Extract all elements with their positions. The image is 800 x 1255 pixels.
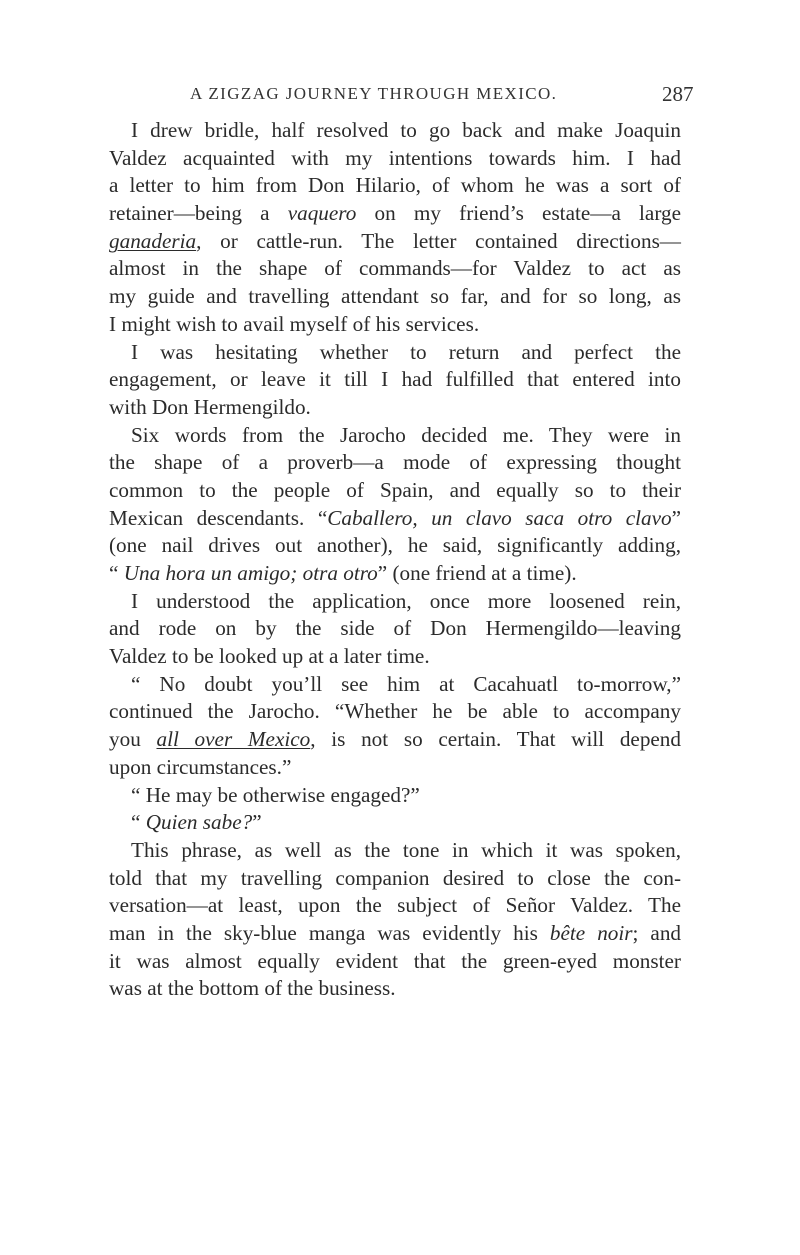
paragraph — [109, 671, 681, 782]
italic-quote: Caballero, un clavo saca otro clavo — [327, 505, 672, 530]
text-line: a letter to him from Don Hilario, of whom he was a sort of — [109, 173, 681, 198]
text-line: I might wish to avail myself of his services. — [109, 311, 480, 336]
text-line: and rode on by the side of Don Hermengildo—leaving — [109, 616, 681, 641]
paragraph — [109, 782, 681, 810]
text-line: Mexican descendants. “Caballero, un clavo saca otro clavo” — [109, 505, 681, 530]
page-number: 287 — [662, 82, 694, 106]
italic-quote: Una hora un amigo; otra otro — [123, 561, 378, 585]
italic-term: all over Mexico — [156, 727, 311, 752]
running-title: A ZIGZAG JOURNEY THROUGH MEXICO. — [190, 84, 558, 103]
text-line: “ Quien sabe?” — [131, 810, 262, 835]
text-line: I was hesitating whether to return and perfect the — [131, 339, 681, 364]
text-line: I understood the application, once more loosened rein, — [131, 588, 681, 613]
paragraph — [109, 837, 681, 1003]
paragraph — [109, 117, 681, 339]
italic-term: vaquero — [287, 201, 357, 226]
text-line: “ Una hora un amigo; otra otro” (one friend at a time). — [109, 561, 577, 585]
text-line: versation—at least, upon the subject of Señor Valdez. The — [109, 893, 681, 918]
text-line: common to the people of Spain, and equally so to their — [109, 477, 681, 502]
text-line: upon circumstances.” — [109, 754, 292, 779]
text-line: you all over Mexico, is not so certain. That will depend — [109, 727, 681, 752]
text-line: “ No doubt you’ll see him at Cacahuatl to-morrow,” — [131, 671, 681, 696]
text-line: the shape of a proverb—a mode of expressing thought — [109, 450, 681, 475]
text-line: (one nail drives out another), he said, significantly adding, — [109, 533, 681, 558]
text-line: my guide and travelling attendant so far, and for so long, as — [109, 284, 681, 309]
text-line: continued the Jarocho. “Whether he be able to accompany — [109, 699, 681, 724]
text-line: man in the sky-blue manga was evidently his bête noir; and — [109, 920, 682, 945]
text-line: I drew bridle, half resolved to go back and make Joaquin — [131, 118, 681, 142]
text-line: was at the bottom of the business. — [109, 976, 396, 1001]
text-line: Valdez acquainted with my intentions towards him. I had — [109, 145, 681, 170]
text-line: engagement, or leave it till I had fulfilled that entered into — [109, 367, 681, 392]
text-line: Six words from the Jarocho decided me. They were in — [131, 422, 681, 447]
text-line: “ He may be otherwise engaged?” — [131, 782, 420, 807]
text-line: This phrase, as well as the tone in which it was spoken, — [131, 837, 681, 862]
text-line: retainer—being a vaquero on my friend’s estate—a large — [109, 201, 681, 226]
text-line: with Don Hermengildo. — [109, 394, 311, 419]
text-line: ganaderia, or cattle-run. The letter contained directions— — [109, 228, 681, 253]
text-line: it was almost equally evident that the green-eyed monster — [109, 948, 681, 973]
body-text — [109, 117, 681, 1003]
paragraph — [109, 588, 681, 671]
italic-term: bête noir — [549, 920, 633, 945]
text-line: told that my travelling companion desired to close the con- — [109, 865, 681, 890]
paragraph — [109, 809, 681, 837]
running-head — [0, 84, 800, 110]
paragraph — [109, 339, 681, 422]
italic-quote: Quien sabe? — [145, 810, 253, 835]
italic-term: ganaderia — [109, 228, 197, 253]
text-line: Valdez to be looked up at a later time. — [109, 644, 430, 669]
paragraph — [109, 422, 681, 588]
text-line: almost in the shape of commands—for Valdez to act as — [109, 256, 681, 281]
